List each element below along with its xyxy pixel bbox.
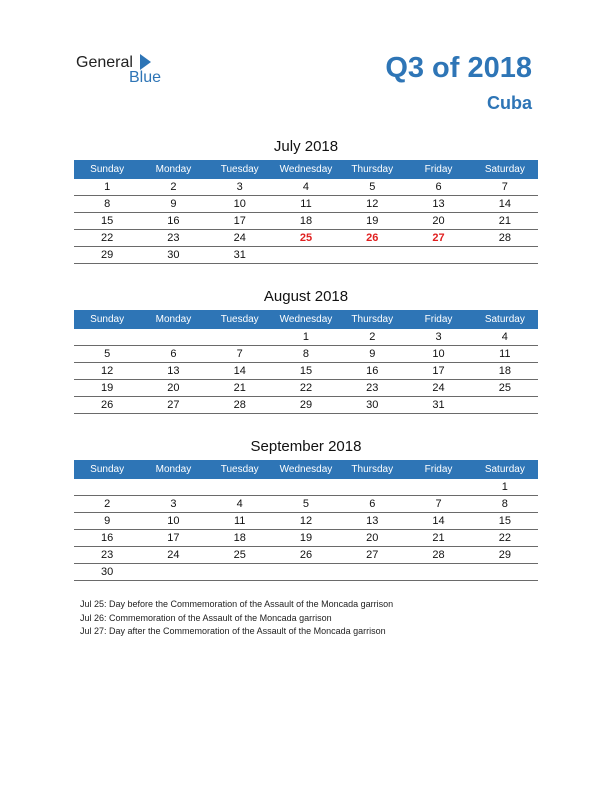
day-cell: 26	[299, 549, 313, 561]
day-cell: 17	[233, 215, 246, 227]
weekday-label-saturday: Saturday	[484, 164, 525, 175]
day-cell: 3	[236, 181, 243, 193]
day-cell: 29	[101, 249, 114, 261]
empty-day-cell	[207, 564, 273, 580]
day-cell: 23	[101, 549, 114, 561]
month-calendar-july	[74, 138, 538, 264]
week-row	[74, 230, 538, 247]
day-cell: 8	[302, 348, 310, 360]
day-cell: 30	[366, 399, 379, 411]
day-cell: 22	[498, 532, 511, 544]
empty-day-cell	[273, 479, 339, 495]
holiday-note: Jul 27: Day after the Commemoration of the Assault of the Moncada garrison	[80, 626, 386, 636]
day-cell: 18	[233, 532, 246, 544]
day-cell: 4	[501, 331, 508, 343]
empty-day-cell	[405, 479, 471, 495]
day-cell: 22	[101, 232, 114, 244]
day-cell: 16	[167, 215, 180, 227]
day-cell: 19	[366, 215, 379, 227]
empty-day-cell	[339, 479, 405, 495]
day-cell: 4	[236, 498, 243, 510]
weekday-label-monday: Monday	[155, 164, 192, 175]
day-cell: 2	[170, 181, 177, 193]
weekday-header	[74, 160, 538, 179]
empty-day-cell	[140, 329, 206, 345]
day-cell: 1	[302, 331, 310, 343]
week-row	[74, 363, 538, 380]
day-cell: 7	[236, 348, 243, 360]
day-cell: 28	[432, 549, 445, 561]
day-cell: 27	[366, 549, 379, 561]
day-cell: 16	[101, 532, 114, 544]
holiday-note: Jul 25: Day before the Commemoration of the Assault of the Moncada garrison	[80, 599, 394, 609]
weekday-label-tuesday: Tuesday	[220, 464, 259, 475]
empty-day-cell	[74, 329, 140, 345]
month-calendar-september	[74, 438, 538, 581]
day-cell: 11	[233, 515, 246, 527]
day-cell: 11	[499, 348, 511, 360]
week-row	[74, 479, 538, 496]
empty-day-cell	[405, 564, 471, 580]
month-calendar-august	[74, 288, 538, 414]
week-row	[74, 179, 538, 196]
day-cell: 3	[435, 331, 442, 343]
weekday-label-wednesday: Wednesday	[279, 314, 333, 325]
day-cell: 7	[501, 181, 508, 193]
day-cell: 27	[167, 399, 180, 411]
day-cell: 9	[170, 198, 177, 210]
logo-flag-icon	[140, 54, 151, 70]
day-cell: 13	[167, 365, 180, 377]
day-cell: 24	[432, 382, 445, 394]
day-cell: 15	[299, 365, 313, 377]
month-title: July 2018	[273, 138, 339, 155]
day-cell: 25	[498, 382, 511, 394]
empty-day-cell	[273, 247, 339, 263]
empty-day-cell	[339, 247, 405, 263]
day-cell: 26	[101, 399, 114, 411]
day-cell: 30	[101, 566, 114, 578]
week-row	[74, 496, 538, 513]
empty-day-cell	[207, 479, 273, 495]
empty-day-cell	[273, 564, 339, 580]
day-cell: 15	[498, 515, 511, 527]
day-cell: 24	[233, 232, 246, 244]
day-cell: 19	[299, 532, 313, 544]
day-cell: 17	[432, 365, 445, 377]
week-row	[74, 380, 538, 397]
holiday-notes	[80, 598, 420, 639]
page-title: Q3 of 2018	[385, 52, 532, 84]
day-cell: 10	[167, 515, 180, 527]
day-cell: 3	[170, 498, 177, 510]
day-cell: 29	[299, 399, 313, 411]
weekday-label-thursday: Thursday	[351, 164, 394, 175]
holiday-note: Jul 26: Commemoration of the Assault of the Moncada garrison	[80, 612, 332, 623]
weekday-label-sunday: Sunday	[90, 464, 125, 475]
day-cell: 6	[435, 181, 442, 193]
day-cell: 6	[170, 348, 177, 360]
day-cell: 10	[233, 198, 246, 210]
day-cell: 18	[299, 215, 313, 227]
weekday-label-tuesday: Tuesday	[220, 314, 259, 325]
day-cell: 2	[104, 498, 111, 510]
day-cell: 14	[233, 365, 246, 377]
day-cell: 29	[498, 549, 511, 561]
day-cell: 2	[369, 331, 376, 343]
week-row	[74, 247, 538, 264]
week-row	[74, 530, 538, 547]
weekday-label-wednesday: Wednesday	[279, 164, 333, 175]
day-cell: 5	[369, 181, 376, 193]
weekday-label-friday: Friday	[424, 314, 453, 325]
day-cell: 1	[104, 181, 111, 193]
empty-day-cell	[472, 397, 538, 413]
weekday-label-thursday: Thursday	[351, 464, 394, 475]
day-cell: 12	[366, 198, 379, 210]
weekday-label-thursday: Thursday	[351, 314, 394, 325]
weekday-header	[74, 310, 538, 329]
day-cell: 12	[299, 515, 313, 527]
empty-day-cell	[140, 479, 206, 495]
logo-text-general: General	[76, 54, 133, 71]
day-cell: 13	[366, 515, 379, 527]
week-row	[74, 213, 538, 230]
day-cell: 20	[432, 215, 445, 227]
empty-day-cell	[140, 564, 206, 580]
day-cell: 22	[299, 382, 313, 394]
holiday-day-cell: 25	[299, 232, 313, 244]
weekday-label-friday: Friday	[424, 464, 453, 475]
weekday-label-sunday: Sunday	[90, 314, 125, 325]
day-cell: 7	[435, 498, 442, 510]
day-cell: 4	[302, 181, 310, 193]
holiday-day-cell: 27	[432, 232, 445, 244]
week-row	[74, 564, 538, 581]
logo-text-blue: Blue	[129, 69, 162, 86]
day-cell: 8	[104, 198, 111, 210]
day-cell: 31	[432, 399, 445, 411]
day-cell: 20	[366, 532, 379, 544]
day-cell: 28	[233, 399, 246, 411]
week-row	[74, 329, 538, 346]
day-cell: 23	[167, 232, 180, 244]
month-title: August 2018	[263, 288, 349, 305]
week-row	[74, 513, 538, 530]
weekday-label-monday: Monday	[155, 314, 192, 325]
country-label: Cuba	[487, 93, 532, 113]
weekday-header	[74, 460, 538, 479]
day-cell: 24	[167, 549, 180, 561]
week-row	[74, 547, 538, 564]
day-cell: 11	[300, 198, 312, 210]
day-cell: 28	[498, 232, 511, 244]
day-cell: 21	[498, 215, 511, 227]
day-cell: 14	[432, 515, 445, 527]
weekday-label-saturday: Saturday	[484, 464, 525, 475]
empty-day-cell	[74, 479, 140, 495]
day-cell: 1	[501, 481, 508, 493]
weekday-label-wednesday: Wednesday	[279, 464, 333, 475]
weekday-label-sunday: Sunday	[90, 164, 125, 175]
day-cell: 31	[233, 249, 246, 261]
day-cell: 5	[104, 348, 111, 360]
day-cell: 12	[101, 365, 114, 377]
weekday-label-tuesday: Tuesday	[220, 164, 259, 175]
empty-day-cell	[207, 329, 273, 345]
week-row	[74, 196, 538, 213]
empty-day-cell	[472, 247, 538, 263]
empty-day-cell	[405, 247, 471, 263]
day-cell: 10	[432, 348, 445, 360]
day-cell: 13	[432, 198, 445, 210]
holiday-day-cell: 26	[366, 232, 379, 244]
week-row	[74, 397, 538, 414]
day-cell: 15	[101, 215, 114, 227]
day-cell: 23	[366, 382, 379, 394]
day-cell: 21	[233, 382, 246, 394]
day-cell: 18	[498, 365, 511, 377]
day-cell: 16	[366, 365, 379, 377]
week-row	[74, 346, 538, 363]
day-cell: 19	[101, 382, 114, 394]
day-cell: 5	[302, 498, 310, 510]
day-cell: 21	[432, 532, 445, 544]
day-cell: 6	[369, 498, 376, 510]
day-cell: 14	[498, 198, 511, 210]
generalblue-logo	[76, 52, 176, 88]
day-cell: 20	[167, 382, 180, 394]
weekday-label-saturday: Saturday	[484, 314, 525, 325]
day-cell: 17	[167, 532, 180, 544]
weekday-label-monday: Monday	[155, 464, 192, 475]
day-cell: 25	[233, 549, 246, 561]
day-cell: 9	[369, 348, 376, 360]
day-cell: 9	[104, 515, 111, 527]
day-cell: 8	[501, 498, 508, 510]
weekday-label-friday: Friday	[424, 164, 453, 175]
day-cell: 30	[167, 249, 180, 261]
month-title: September 2018	[250, 438, 362, 455]
empty-day-cell	[339, 564, 405, 580]
empty-day-cell	[472, 564, 538, 580]
